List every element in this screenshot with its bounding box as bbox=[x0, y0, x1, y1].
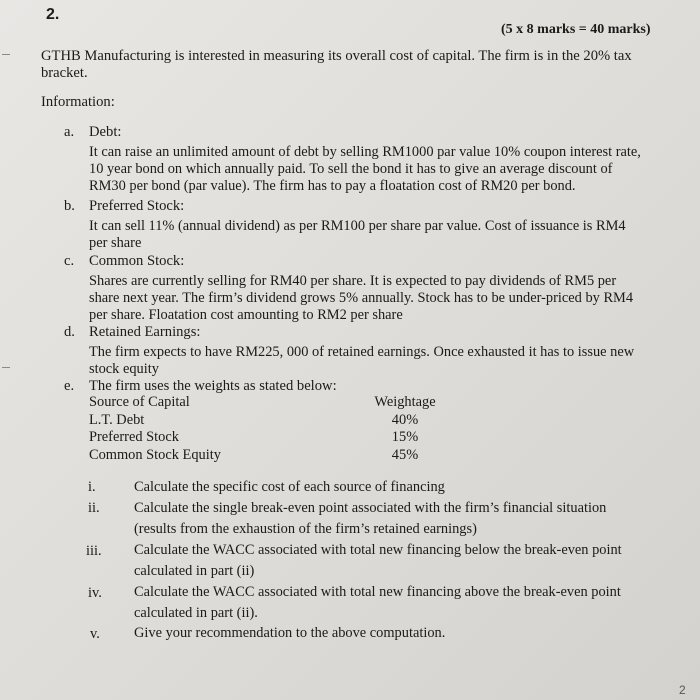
body-line: The firm expects to have RM225, 000 of retained earnings. Once exhausted it has to issue new bbox=[89, 344, 635, 360]
item-c-body bbox=[89, 273, 633, 324]
req-iv-number: iv. bbox=[88, 585, 102, 601]
table-header-weight: Weightage bbox=[374, 394, 436, 410]
item-b-label: b. bbox=[64, 198, 75, 214]
req-line: Give your recommendation to the above computation. bbox=[134, 625, 446, 641]
item-a-label: a. bbox=[64, 124, 75, 140]
margin-tick bbox=[2, 54, 10, 55]
margin-tick bbox=[2, 367, 10, 368]
item-e-title: The firm uses the weights as stated below: bbox=[89, 378, 337, 394]
table-header-source: Source of Capital bbox=[89, 394, 190, 410]
item-e-label: e. bbox=[64, 378, 75, 394]
weights-source-column bbox=[89, 394, 221, 464]
item-b-title: Preferred Stock: bbox=[89, 198, 185, 214]
body-line: stock equity bbox=[89, 361, 159, 377]
table-cell-weight: 40% bbox=[391, 411, 419, 428]
table-cell-weight: 15% bbox=[391, 429, 419, 446]
table-cell-weight: 45% bbox=[391, 446, 419, 463]
information-heading: Information: bbox=[41, 94, 115, 110]
body-line: share next year. The firm’s dividend grows 5% annually. Stock has to be under-priced by RM4 bbox=[89, 290, 634, 306]
item-a-body bbox=[89, 144, 641, 195]
body-line: per share. Floatation cost amounting to RM2 per share bbox=[89, 307, 403, 323]
item-d-title: Retained Earnings: bbox=[89, 324, 201, 340]
item-b-body bbox=[89, 218, 626, 252]
req-i-number: i. bbox=[88, 479, 96, 495]
item-d-label: d. bbox=[64, 324, 75, 340]
item-d-body bbox=[89, 344, 634, 378]
req-v-text bbox=[134, 623, 445, 644]
question-intro bbox=[41, 48, 681, 82]
req-line: Calculate the specific cost of each source of financing bbox=[134, 479, 445, 495]
req-ii-text bbox=[134, 498, 606, 540]
intro-line: GTHB Manufacturing is interested in measuring its overall cost of capital. The firm is in the 20% tax bbox=[41, 48, 632, 64]
req-line: Calculate the WACC associated with total new financing below the break-even point bbox=[134, 542, 622, 558]
req-v-number: v. bbox=[90, 626, 100, 642]
table-cell-source: Preferred Stock bbox=[89, 429, 179, 446]
body-line: RM30 per bond (par value). The firm has to pay a floatation cost of RM20 per bond. bbox=[89, 178, 576, 194]
req-iii-number: iii. bbox=[86, 543, 102, 559]
req-line: (results from the exhaustion of the firm’s retained earnings) bbox=[134, 521, 477, 537]
marks-allocation: (5 x 8 marks = 40 marks) bbox=[501, 22, 651, 37]
body-line: It can raise an unlimited amount of debt by selling RM1000 par value 10% coupon interest rate, bbox=[89, 144, 641, 160]
intro-line: bracket. bbox=[41, 65, 88, 81]
item-c-title: Common Stock: bbox=[89, 253, 185, 269]
req-line: calculated in part (ii) bbox=[134, 563, 255, 579]
body-line: Shares are currently selling for RM40 per share. It is expected to pay dividends of RM5 per bbox=[89, 273, 617, 289]
req-line: Calculate the single break-even point associated with the firm’s financial situation bbox=[134, 500, 607, 516]
req-i-text bbox=[134, 477, 445, 498]
weights-weight-column bbox=[372, 394, 438, 464]
req-line: Calculate the WACC associated with total new financing above the break-even point bbox=[134, 584, 621, 600]
req-iv-text bbox=[134, 582, 621, 624]
table-cell-source: L.T. Debt bbox=[89, 411, 145, 428]
body-line: It can sell 11% (annual dividend) as per RM100 per share par value. Cost of issuance is RM4 bbox=[89, 218, 626, 234]
req-ii-number: ii. bbox=[88, 500, 100, 516]
item-c-label: c. bbox=[64, 253, 75, 269]
body-line: 10 year bond on which annually paid. To sell the bond it has to give an average discount of bbox=[89, 161, 613, 177]
page-number: 2 bbox=[679, 683, 686, 697]
question-number: 2. bbox=[46, 6, 60, 23]
req-iii-text bbox=[134, 540, 622, 582]
table-cell-source: Common Stock Equity bbox=[89, 446, 221, 463]
req-line: calculated in part (ii). bbox=[134, 605, 258, 621]
item-a-title: Debt: bbox=[89, 124, 122, 140]
body-line: per share bbox=[89, 235, 142, 251]
